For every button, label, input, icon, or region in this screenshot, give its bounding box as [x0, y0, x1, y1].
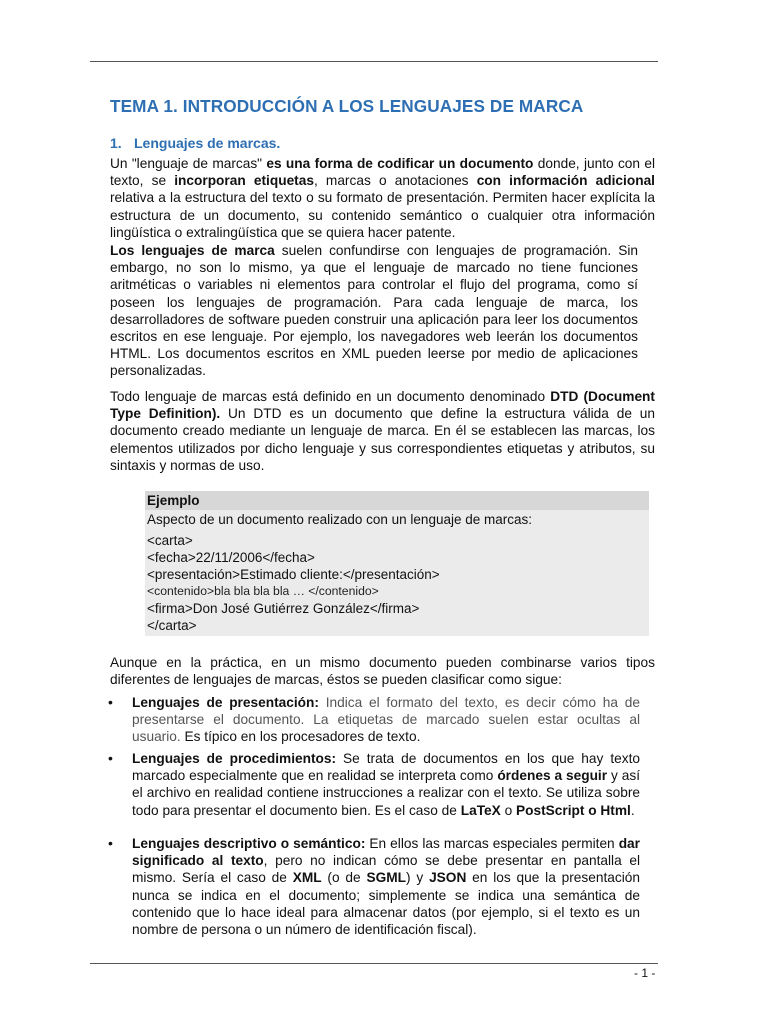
- example-box: [145, 491, 649, 636]
- bold-run: órdenes a seguir: [497, 768, 608, 784]
- example-code-line: <presentación>Estimado cliente:</presentación>: [147, 567, 440, 582]
- list-item-text: [132, 750, 640, 819]
- page-number: - 1 -: [634, 966, 656, 980]
- text-run: y así el archivo en realidad contiene instrucciones a realizar con el texto. Se utiliza sobre todo para presentar el documento bien. Es el caso de: [132, 768, 641, 818]
- text-run: Un DTD es un documento que define la estructura válida de un documento creado mediante un lenguaje de marca. En él se establecen las marcas, los elementos utilizados por dicho lenguaje y sus correspondientes etiquetas y atributos, su sintaxis y normas de uso.: [110, 406, 655, 473]
- bullet-icon: •: [108, 750, 113, 766]
- list-item-text: [132, 835, 640, 938]
- text-run: suelen confundirse con lenguajes de programación. Sin embargo, no son lo mismo, ya que el lenguaje de marcado no tiene funciones aritméticas o variables ni elementos para controlar el flujo del programa, como sí poseen los lenguajes de programación. Para cada lenguaje de marca, los desarrolladores de software pueden construir una aplicación para leer los documentos escritos en ese lenguaje. Por ejemplo, los navegadores web leerán los documentos HTML. Los documentos escritos en XML pueden leerse por medio de aplicaciones personalizadas.: [110, 243, 638, 379]
- text-run: donde, junto con el texto, se: [110, 156, 655, 189]
- bullet-term: Lenguajes de procedimientos:: [132, 751, 337, 766]
- example-code-line: </carta>: [147, 618, 197, 633]
- bold-run: dar significado al texto: [132, 836, 640, 869]
- text-run: .: [630, 802, 635, 818]
- example-code-line: <fecha>22/11/2006</fecha>: [147, 550, 315, 565]
- paragraph-definition: [110, 155, 655, 241]
- bold-run: XML: [292, 870, 322, 886]
- text-run: Un "lenguaje de marcas": [110, 156, 267, 171]
- bold-run: es una forma de codificar un documento: [266, 156, 534, 171]
- section-title-text: Lenguajes de marcas.: [134, 135, 281, 151]
- text-run: (o de: [321, 870, 367, 886]
- example-intro: Aspecto de un documento realizado con un lenguaje de marcas:: [147, 512, 533, 527]
- paragraph-classification: Aunque en la práctica, en un mismo documento pueden combinarse varios tipos diferentes de lenguajes de marcas, éstos se pueden clasificar como sigue:: [110, 655, 655, 688]
- section-number: 1.: [110, 135, 122, 151]
- example-code-line: <contenido>bla bla bla bla … </contenido>: [147, 584, 379, 598]
- page-title: TEMA 1. INTRODUCCIÓN A LOS LENGUAJES DE MARCA: [110, 96, 584, 116]
- bold-run: Los lenguajes de marca: [110, 243, 275, 258]
- text-run: en los que la presentación nunca se indica en el documento; simplemente se indica una semántica de contenido que lo hace ideal para almacenar datos (por ejemplo, si el texto es un nombre de persona o un número de identificación fiscal).: [132, 870, 641, 938]
- footer-rule: [90, 963, 658, 964]
- example-code-line: <firma>Don José Gutiérrez González</firma>: [147, 601, 420, 616]
- text-run: o: [500, 802, 516, 818]
- header-rule: [90, 61, 658, 62]
- text-run: , pero no indican cómo se debe presentar en pantalla el mismo. Sería el caso de: [132, 853, 640, 886]
- text-run: Todo lenguaje de marcas está definido en un documento denominado: [110, 389, 551, 404]
- text-run: Se trata de documentos en los que hay texto marcado especialmente que en realidad se interpreta como: [132, 751, 640, 784]
- bold-run: con información adicional: [476, 173, 655, 189]
- bold-run: LaTeX: [460, 802, 501, 818]
- bullet-icon: •: [108, 835, 113, 851]
- bold-run: DTD (Document Type Definition).: [110, 389, 655, 422]
- bold-run: PostScript o Html: [516, 802, 631, 818]
- example-code-line: <carta>: [147, 533, 193, 548]
- bullet-term: Lenguajes de presentación:: [132, 695, 319, 710]
- text-run: ) y: [406, 870, 430, 886]
- bold-run: JSON: [429, 870, 467, 886]
- bold-run: SGML: [366, 870, 407, 886]
- bullet-icon: •: [108, 694, 113, 710]
- paragraph-dtd: [110, 388, 655, 474]
- text-run: En ellos las marcas especiales permiten: [365, 836, 619, 851]
- text-run: , marcas o anotaciones: [313, 173, 477, 189]
- paragraph-vs-programming: [110, 242, 638, 380]
- text-run: Es típico en los procesadores de texto.: [180, 729, 421, 745]
- example-heading: Ejemplo: [145, 491, 649, 510]
- bullet-term: Lenguajes descriptivo o semántico:: [132, 836, 366, 851]
- text-run: relativa a la estructura del texto o su formato de presentación. Permiten hacer explícita la estructura de un documento, su contenido semántico o cualquier otra información lingüística o extralingüística que se quiera hacer patente.: [110, 190, 655, 240]
- section-title: [110, 135, 280, 151]
- list-item-text: [132, 694, 640, 746]
- text-run: Indica el formato del texto, es decir cómo ha de presentarse el documento. La etiquetas de marcado suelen estar ocultas al usuario.: [132, 695, 640, 745]
- bold-run: incorporan etiquetas: [174, 173, 314, 189]
